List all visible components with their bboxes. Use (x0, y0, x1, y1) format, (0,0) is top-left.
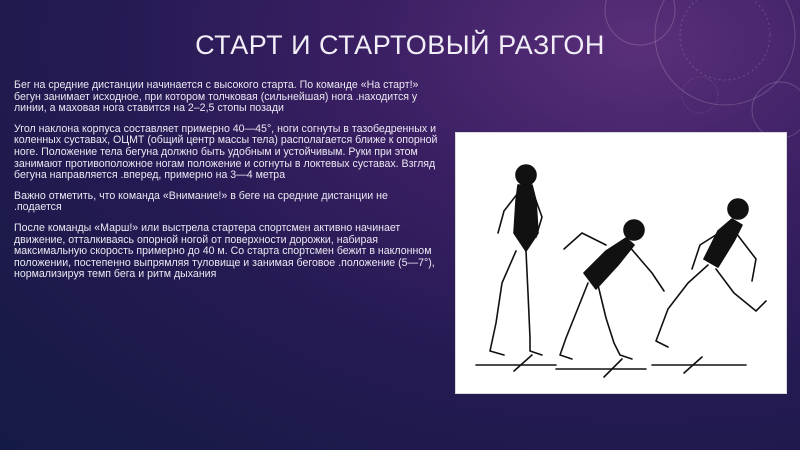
slide-title: СТАРТ И СТАРТОВЫЙ РАЗГОН (195, 30, 605, 60)
start-phases-illustration (455, 132, 787, 394)
runner-running-figure (652, 199, 766, 373)
paragraph-body-position: Угол наклона корпуса составляет примерно 40—45°, ноги согнуты в тазобедренных и коленных суставах, ОЦМТ (общий центр массы тела) располагается ближе к опорной ноге. Положение тела бегуна должно быть удобным и устойчивым. Руки при этом занимают противоположное ногам положение и согнуты в локтевых суставах. Взгляд бегуна направляется .вперед, примерно на 3—4 метра (14, 122, 438, 182)
runner-figures (456, 133, 786, 393)
runner-standing-figure (476, 165, 556, 371)
paragraph-high-start: Бег на средние дистанции начинается с высокого старта. По команде «На старт!» бегун занимает исходное, при котором толчковая (сильнейшая) нога .находится у линии, а маховая нога ставится на 2–2,5 стопы позади (14, 79, 419, 115)
runner-leaning-figure (556, 220, 664, 377)
slide-body (14, 80, 438, 290)
paragraph-go-command: После команды «Марш!» или выстрела стартера спортсмен активно начинает движение, отталкиваясь опорной ногой от поверхности дорожки, набирая максимальную скорость примерно до 40 м. Со старта спортсмен бежит в наклонном положении, постепенно выпрямляя туловище и занимая беговое .положение (5—7°), нормализируя темп бега и ритм дыхания (14, 221, 435, 281)
paragraph-attention-command: Важно отметить, что команда «Внимание!» в беге на средние дистанции не .подается (14, 189, 388, 214)
